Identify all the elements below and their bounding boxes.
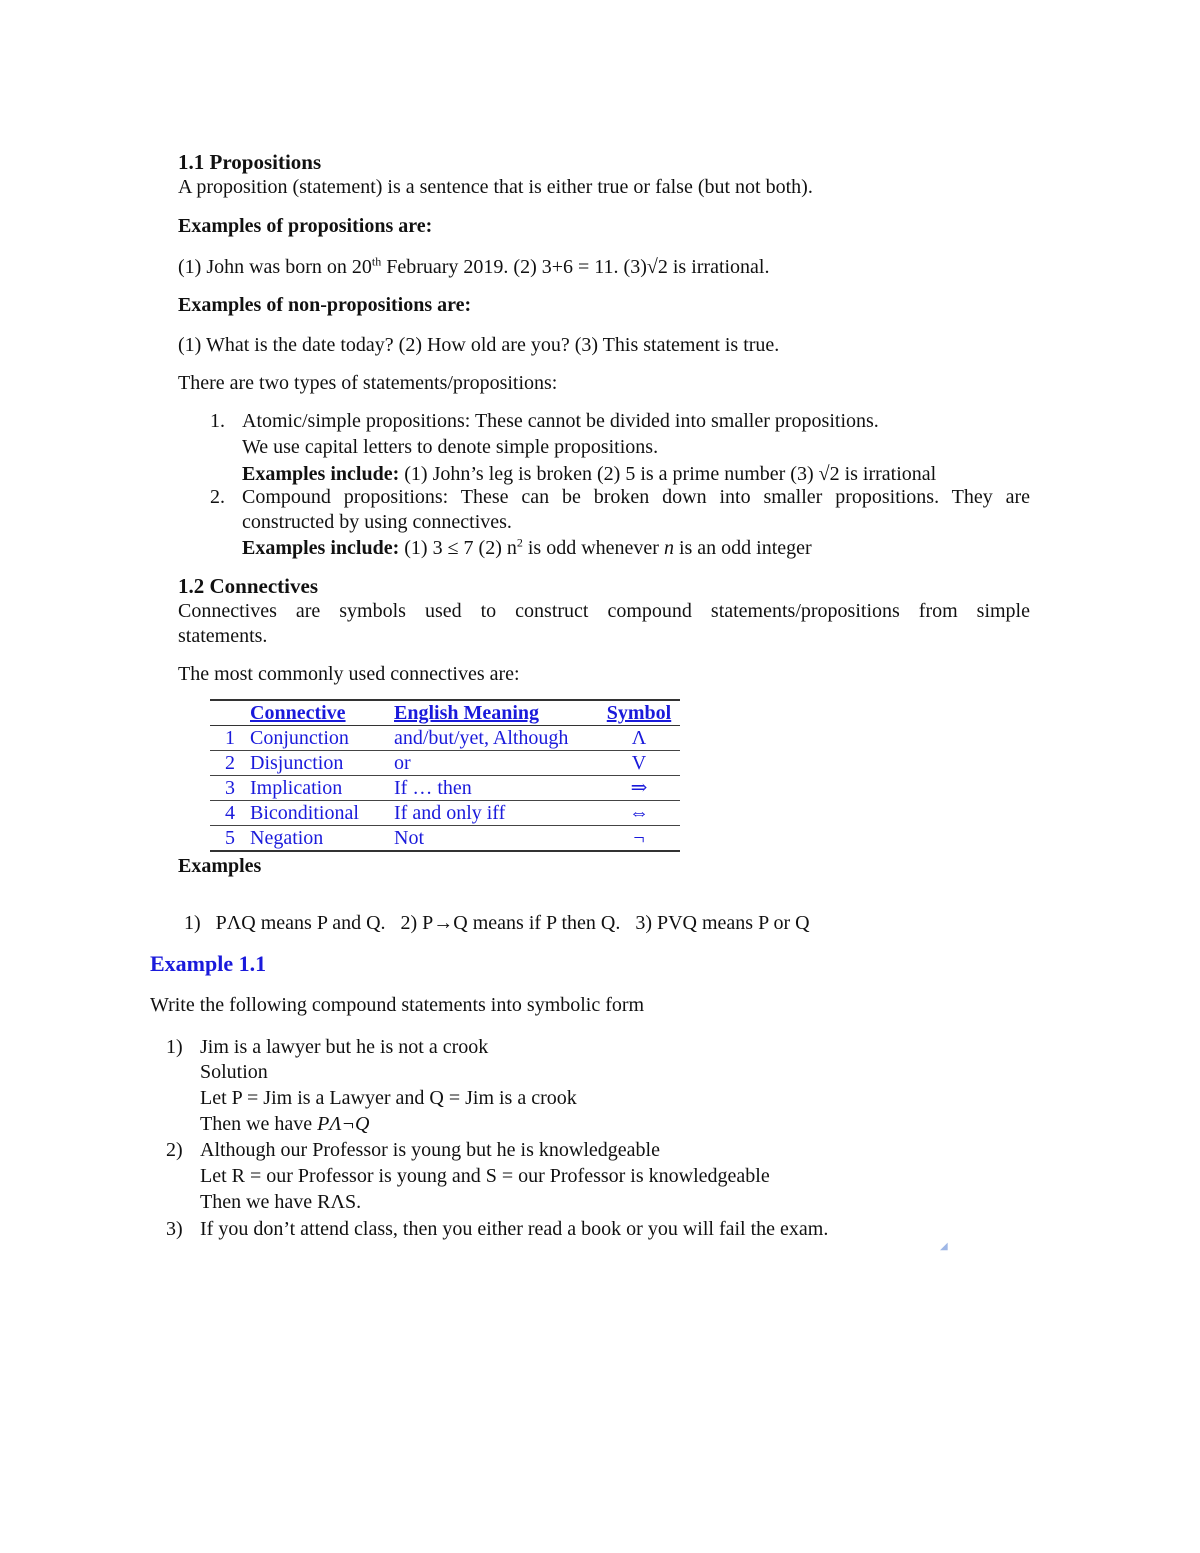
cell-index: 3	[210, 776, 250, 801]
cell-connective: Disjunction	[250, 751, 394, 776]
examples-non-propositions-text: (1) What is the date today? (2) How old are you? (3) This statement is true.	[178, 334, 780, 356]
example-intro: Write the following compound statements into symbolic form	[150, 994, 645, 1016]
cell-index: 4	[210, 801, 250, 826]
result-prefix: Then we have	[200, 1113, 318, 1135]
cell-index: 2	[210, 751, 250, 776]
examples-include-text: (1) 3 ≤ 7 (2) n	[399, 537, 517, 559]
connectives-intro: The most commonly used connectives are:	[178, 663, 520, 685]
examples-propositions-part1: (1) John was born on 20	[178, 256, 372, 278]
variable-n: n	[663, 537, 674, 559]
cell-meaning: If and only iff	[394, 801, 598, 826]
cell-symbol: ⇒	[598, 776, 680, 801]
example-item-line: If you don’t attend class, then you either read a book or you will fail the exam.	[200, 1218, 829, 1240]
list-item-number: 1.	[210, 410, 225, 432]
examples-include-label: Examples include:	[242, 537, 400, 559]
examples-include-text: is an odd integer	[673, 537, 812, 559]
cell-index: 1	[210, 726, 250, 751]
example-title: Example 1.1	[150, 951, 267, 976]
table-row	[210, 726, 680, 751]
exponent-superscript: 2	[516, 535, 523, 550]
types-intro: There are two types of statements/propositions:	[178, 372, 558, 394]
cell-connective: Biconditional	[250, 801, 394, 826]
example-item-line: Jim is a lawyer but he is not a crook	[200, 1036, 489, 1058]
example-item-line: Let R = our Professor is young and S = our Professor is knowledgeable	[200, 1165, 770, 1187]
section-title-connectives: 1.2 Connectives	[178, 574, 318, 598]
list-item-line: Atomic/simple propositions: These cannot be divided into smaller propositions.	[242, 410, 879, 432]
examples-include-text: (1) John’s leg is broken (2) 5 is a prime number (3) √2 is irrational	[399, 463, 937, 485]
examples-include-text: is odd whenever	[522, 537, 664, 559]
connectives-table	[210, 699, 680, 852]
proposition-definition: A proposition (statement) is a sentence that is either true or false (but not both).	[178, 176, 813, 198]
cell-symbol: ⇔	[598, 801, 680, 826]
list-item-line: constructed by using connectives.	[242, 511, 512, 533]
list-item-line: We use capital letters to denote simple propositions.	[242, 436, 659, 458]
cell-symbol: Λ	[598, 726, 680, 751]
examples-include-label: Examples include:	[242, 463, 400, 485]
cell-meaning: Not	[394, 826, 598, 852]
result-expression: PΛ¬Q	[317, 1113, 370, 1135]
list-item-examples	[242, 535, 812, 561]
cell-meaning: If … then	[394, 776, 598, 801]
header-connective: Connective	[250, 700, 394, 726]
table-row	[210, 751, 680, 776]
cell-connective: Implication	[250, 776, 394, 801]
example-item-number: 1)	[166, 1036, 183, 1058]
examples-heading: Examples	[178, 855, 262, 877]
header-index	[210, 700, 250, 726]
examples-propositions-heading: Examples of propositions are:	[178, 215, 433, 237]
connective-examples: 1) PΛQ means P and Q. 2) P→Q means if P then Q. 3) PVQ means P or Q	[184, 912, 810, 934]
example-item-number: 2)	[166, 1139, 183, 1161]
connectives-definition: Connectives are symbols used to construct compound statements/propositions from simple	[178, 600, 1030, 622]
cell-symbol: V	[598, 751, 680, 776]
list-item-line: Compound propositions: These can be broken down into smaller propositions. They are	[242, 486, 1030, 508]
header-symbol: Symbol	[598, 700, 680, 726]
examples-propositions-part2: February 2019. (2) 3+6 = 11. (3)√2 is irrational.	[381, 256, 770, 278]
cell-meaning: or	[394, 751, 598, 776]
solution-label: Solution	[200, 1061, 268, 1083]
ordinal-superscript: th	[371, 254, 382, 269]
list-item-number: 2.	[210, 486, 225, 508]
table-row	[210, 776, 680, 801]
example-item-result: Then we have RΛS.	[200, 1191, 362, 1213]
example-item-line: Let P = Jim is a Lawyer and Q = Jim is a crook	[200, 1087, 577, 1109]
example-item-number: 3)	[166, 1218, 183, 1240]
example-item-line: Although our Professor is young but he is knowledgeable	[200, 1139, 660, 1161]
header-english-meaning: English Meaning	[394, 700, 598, 726]
cell-connective: Negation	[250, 826, 394, 852]
examples-propositions-text	[178, 254, 770, 280]
example-item-result	[200, 1111, 369, 1137]
table-row	[210, 801, 680, 826]
table-row	[210, 826, 680, 852]
cell-symbol: ¬	[598, 826, 680, 852]
section-title-propositions: 1.1 Propositions	[178, 150, 322, 174]
cell-index: 5	[210, 826, 250, 852]
cell-meaning: and/but/yet, Although	[394, 726, 598, 751]
table-header-row	[210, 700, 680, 726]
anchor-mark-icon: ◢	[940, 1241, 948, 1252]
cell-connective: Conjunction	[250, 726, 394, 751]
examples-non-propositions-heading: Examples of non-propositions are:	[178, 294, 472, 316]
connectives-definition-cont: statements.	[178, 625, 268, 647]
